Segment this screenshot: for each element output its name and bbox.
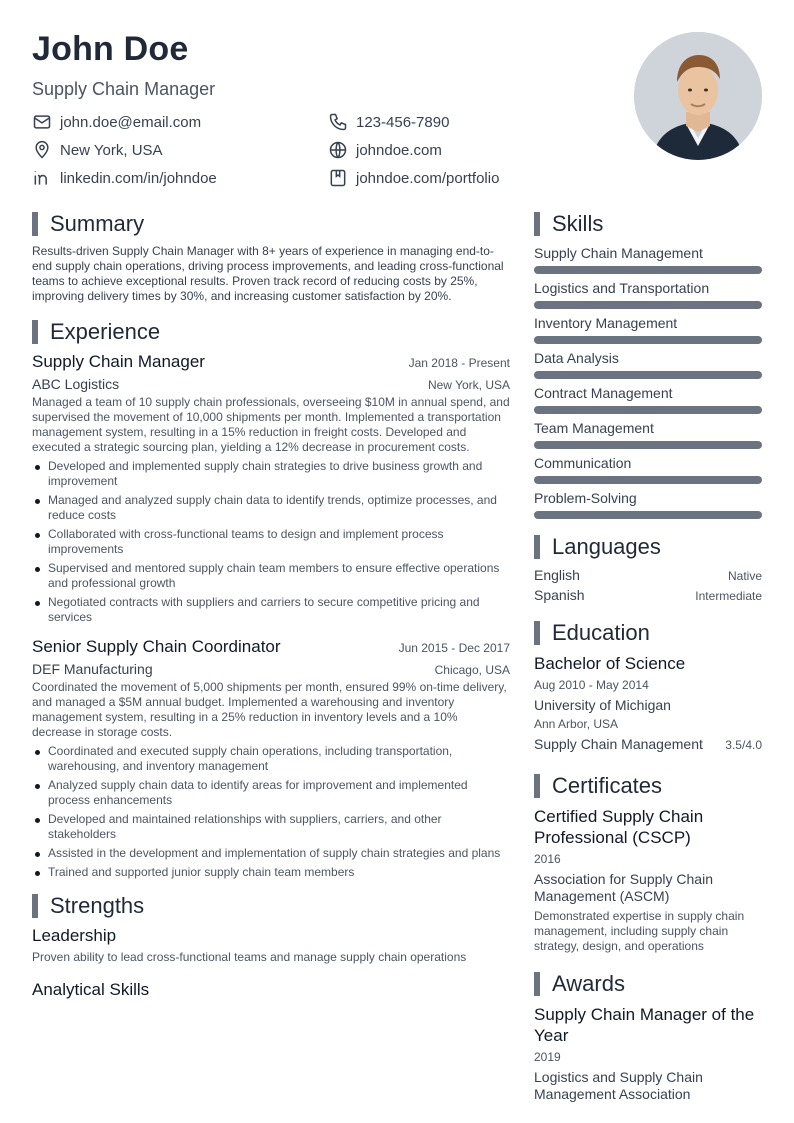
skill-name: Inventory Management xyxy=(534,315,678,331)
skill-level-bar xyxy=(534,371,762,379)
education-heading: Education xyxy=(534,619,762,647)
skill-item xyxy=(534,314,762,344)
mail-icon xyxy=(32,112,52,132)
heading-accent-bar xyxy=(32,212,38,236)
bullet-item: Negotiated contracts with suppliers and carriers to secure competitive pricing and services xyxy=(32,595,510,625)
skills-list xyxy=(534,244,762,519)
skill-item xyxy=(534,244,762,274)
awards-heading: Awards xyxy=(534,970,762,998)
bullet-item: Supervised and mentored supply chain team members to ensure effective operations and professional growth xyxy=(32,561,510,591)
contact-linkedin[interactable] xyxy=(32,168,217,188)
bullet-item: Coordinated and executed supply chain operations, including transportation, warehousing, and inventory management xyxy=(32,744,510,774)
certificates-heading: Certificates xyxy=(534,772,762,800)
strength-title: Leadership xyxy=(32,926,117,945)
language-name: Spanish xyxy=(534,587,585,603)
skill-item xyxy=(534,489,762,519)
award-year: 2019 xyxy=(534,1050,561,1064)
certificate-description: Demonstrated expertise in supply chain management, including supply chain strategy, design, and operations xyxy=(534,909,745,953)
skill-level-bar xyxy=(534,441,762,449)
candidate-title: Supply Chain Manager xyxy=(32,79,216,99)
skill-name: Contract Management xyxy=(534,385,673,401)
right-column xyxy=(534,210,762,1103)
bullet-item: Trained and supported junior supply chain team members xyxy=(32,865,510,880)
award-title: Supply Chain Manager of the Year xyxy=(534,1005,755,1045)
skill-level-bar xyxy=(534,301,762,309)
location-text: New York, USA xyxy=(60,141,163,159)
education-gpa: 3.5/4.0 xyxy=(725,738,762,752)
job-location: New York, USA xyxy=(427,378,510,392)
certificate-title: Certified Supply Chain Professional (CSCP) xyxy=(534,807,704,847)
email-text: john.doe@email.com xyxy=(60,113,202,131)
phone-icon xyxy=(328,112,348,132)
education-field: Supply Chain Management xyxy=(534,736,703,752)
contact-email[interactable] xyxy=(32,112,201,132)
education-location: Ann Arbor, USA xyxy=(534,717,619,731)
skill-item xyxy=(534,279,762,309)
job-bullets xyxy=(32,459,510,625)
summary-text: Results-driven Supply Chain Manager with 8+ years of experience in managing end-to-end supply chain operations, driving process improvements, and leading cross-functional teams to achieve exceptional results. Proven track record of reducing costs by 25%, improving delivery times by 30%, and increasing customer satisfaction by 20%. xyxy=(32,244,504,303)
strength-description: Proven ability to lead cross-functional teams and manage supply chain operations xyxy=(32,950,467,964)
job-description: Managed a team of 10 supply chain professionals, overseeing $10M in annual spend, and supervised the movement of 10,000 shipments per month. Implemented a transportation management system, resulting in a 15% reduction in freight costs. Developed and executed a strategic sourcing plan, yielding a 12% decrease in procurement costs. xyxy=(32,395,510,454)
skill-level-bar xyxy=(534,476,762,484)
language-name: English xyxy=(534,567,580,583)
bullet-item: Collaborated with cross-functional teams to design and implement process improvements xyxy=(32,527,510,557)
skill-name: Logistics and Transportation xyxy=(534,280,710,296)
certificate-year: 2016 xyxy=(534,852,561,866)
linkedin-icon xyxy=(32,168,52,188)
education-dates: Aug 2010 - May 2014 xyxy=(534,678,649,692)
job-company: DEF Manufacturing xyxy=(32,661,153,677)
job-company: ABC Logistics xyxy=(32,376,120,392)
experience-heading: Experience xyxy=(32,318,510,346)
job-bullets xyxy=(32,744,510,880)
heading-accent-bar xyxy=(534,972,540,996)
job-dates: Jan 2018 - Present xyxy=(408,356,510,370)
portfolio-text: johndoe.com/portfolio xyxy=(356,169,500,187)
contact-website[interactable] xyxy=(328,140,442,160)
skills-heading: Skills xyxy=(534,210,762,238)
phone-text: 123-456-7890 xyxy=(356,113,450,131)
bookmark-icon xyxy=(328,168,348,188)
summary-heading: Summary xyxy=(32,210,510,238)
strengths-heading: Strengths xyxy=(32,892,510,920)
skill-name: Team Management xyxy=(534,420,654,436)
heading-accent-bar xyxy=(534,774,540,798)
award-issuer: Logistics and Supply Chain Management Association xyxy=(534,1069,703,1102)
bullet-item: Managed and analyzed supply chain data to identify trends, optimize processes, and reduce costs xyxy=(32,493,510,523)
job-description: Coordinated the movement of 5,000 shipments per month, ensured 99% on-time delivery, and managed a $5M annual budget. Implemented a warehousing and inventory management system, resulting in a 25% reduction in inventory levels and a 10% decrease in storage costs. xyxy=(32,680,507,739)
left-column xyxy=(32,210,510,1000)
skill-name: Problem-Solving xyxy=(534,490,637,506)
bullet-item: Developed and maintained relationships with suppliers, carriers, and other stakeholders xyxy=(32,812,510,842)
language-item xyxy=(534,587,762,603)
heading-accent-bar xyxy=(534,535,540,559)
website-text: johndoe.com xyxy=(356,141,442,159)
heading-accent-bar xyxy=(32,320,38,344)
linkedin-text: linkedin.com/in/johndoe xyxy=(60,169,217,187)
globe-icon xyxy=(328,140,348,160)
heading-accent-bar xyxy=(534,212,540,236)
skill-item xyxy=(534,454,762,484)
job-entry xyxy=(32,352,510,625)
contact-location xyxy=(32,140,163,160)
skill-item xyxy=(534,384,762,414)
bullet-item: Analyzed supply chain data to identify areas for improvement and implemented process enhancements xyxy=(32,778,510,808)
skill-level-bar xyxy=(534,336,762,344)
location-pin-icon xyxy=(32,140,52,160)
language-level: Intermediate xyxy=(695,589,762,603)
job-entry xyxy=(32,637,510,880)
skill-level-bar xyxy=(534,406,762,414)
certificate-issuer: Association for Supply Chain Management (ASCM) xyxy=(534,871,713,904)
heading-accent-bar xyxy=(534,621,540,645)
candidate-name: John Doe xyxy=(32,30,189,68)
skill-name: Data Analysis xyxy=(534,350,619,366)
contact-portfolio[interactable] xyxy=(328,168,499,188)
education-school: University of Michigan xyxy=(534,697,671,713)
language-item xyxy=(534,567,762,583)
bullet-item: Assisted in the development and implementation of supply chain strategies and plans xyxy=(32,846,510,861)
skill-level-bar xyxy=(534,266,762,274)
skill-level-bar xyxy=(534,511,762,519)
job-title: Senior Supply Chain Coordinator xyxy=(32,637,281,656)
job-dates: Jun 2015 - Dec 2017 xyxy=(398,641,510,655)
skill-name: Communication xyxy=(534,455,632,471)
skill-item xyxy=(534,349,762,379)
skill-name: Supply Chain Management xyxy=(534,245,703,261)
profile-photo xyxy=(634,32,762,160)
job-title: Supply Chain Manager xyxy=(32,352,205,371)
languages-heading: Languages xyxy=(534,533,762,561)
contact-phone[interactable] xyxy=(328,112,449,132)
heading-accent-bar xyxy=(32,894,38,918)
skill-item xyxy=(534,419,762,449)
language-level: Native xyxy=(727,569,762,583)
education-degree: Bachelor of Science xyxy=(534,654,686,673)
strength-title: Analytical Skills xyxy=(32,980,150,999)
job-location: Chicago, USA xyxy=(434,663,510,677)
bullet-item: Developed and implemented supply chain strategies to drive business growth and improvement xyxy=(32,459,510,489)
